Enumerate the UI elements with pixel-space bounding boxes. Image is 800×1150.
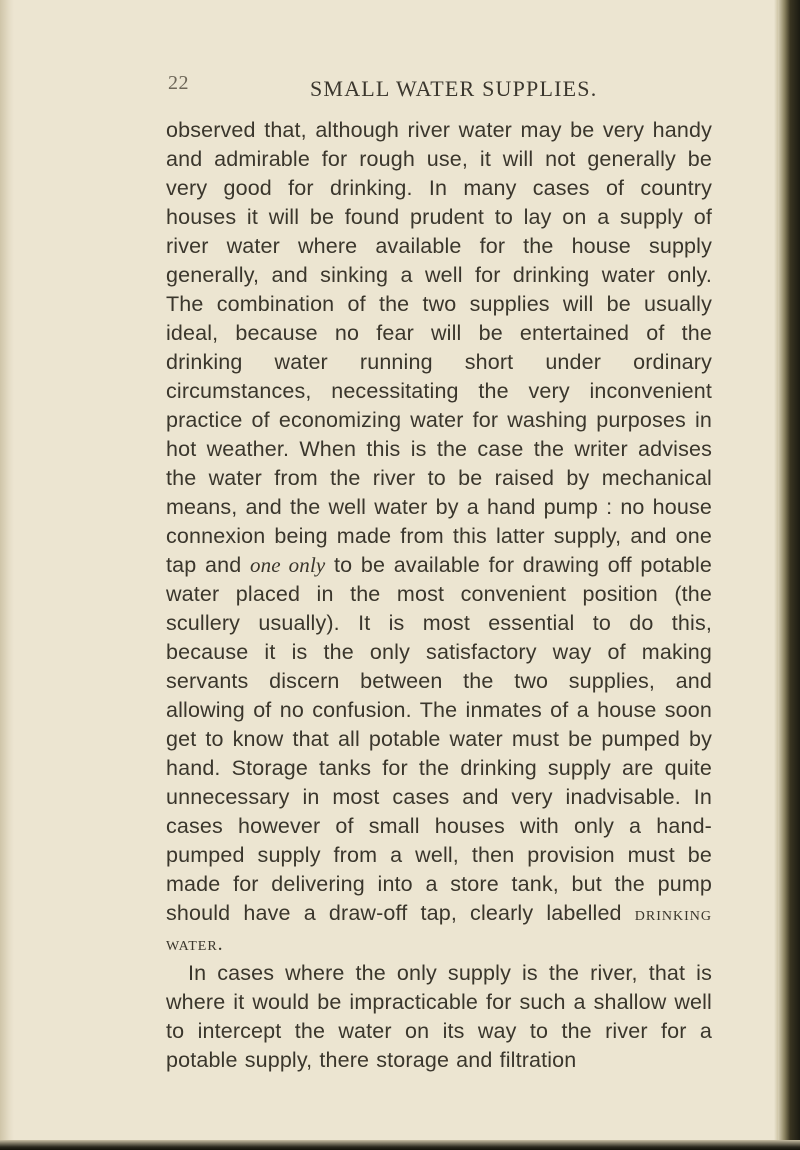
- emphasis-one-only: one only: [249, 553, 326, 577]
- paragraph-1-part-1: observed that, although river water may be very handy and admirable for rough use, it will not generally be very good for drinking. In many cases of country houses it will be found prudent to lay on a supply of river water where available for the house supply generally, and sinking a well for drinking water only. The combination of the two supplies will be usually ideal, because no fear will be entertained of the drinking water running short under ordinary circumstances, necessitating the very inconvenient practice of economizing water for washing purposes in hot weather. When this is the case the writer advises the water from the river to be raised by mechanical means, and the well water by a hand pump : no house connexion being made from this latter supply, and one tap and: [166, 118, 712, 577]
- page-number: 22: [168, 72, 189, 94]
- page-left-gutter: [0, 0, 14, 1150]
- body-text: [166, 116, 712, 1075]
- paragraph-2: In cases where the only supply is the river, that is where it would be impracticable for such a shallow well to intercept the water on its way to the river for a potable supply, there storage and filtration: [166, 961, 712, 1072]
- page-bottom-edge: [0, 1140, 800, 1150]
- paragraph-1-part-2: to be available for drawing off potable water placed in the most convenient position (the scullery usually). It is most essential to do this, because it is the only satisfactory way of making servants discern between the two supplies, and allowing of no confusion. The inmates of a house soon get to know that all potable water must be pumped by hand. Storage tanks for the drinking supply are quite unnecessary in most cases and very inadvisable. In cases however of small houses with only a hand-pumped supply from a well, then provision must be made for delivering into a store tank, but the pump should have a draw-off tap, clearly labelled: [166, 553, 712, 925]
- paragraph-1: [166, 116, 712, 959]
- running-title: SMALL WATER SUPPLIES.: [310, 76, 598, 101]
- label-drinking-water: drinking water.: [166, 903, 712, 955]
- page-right-edge: [778, 0, 800, 1150]
